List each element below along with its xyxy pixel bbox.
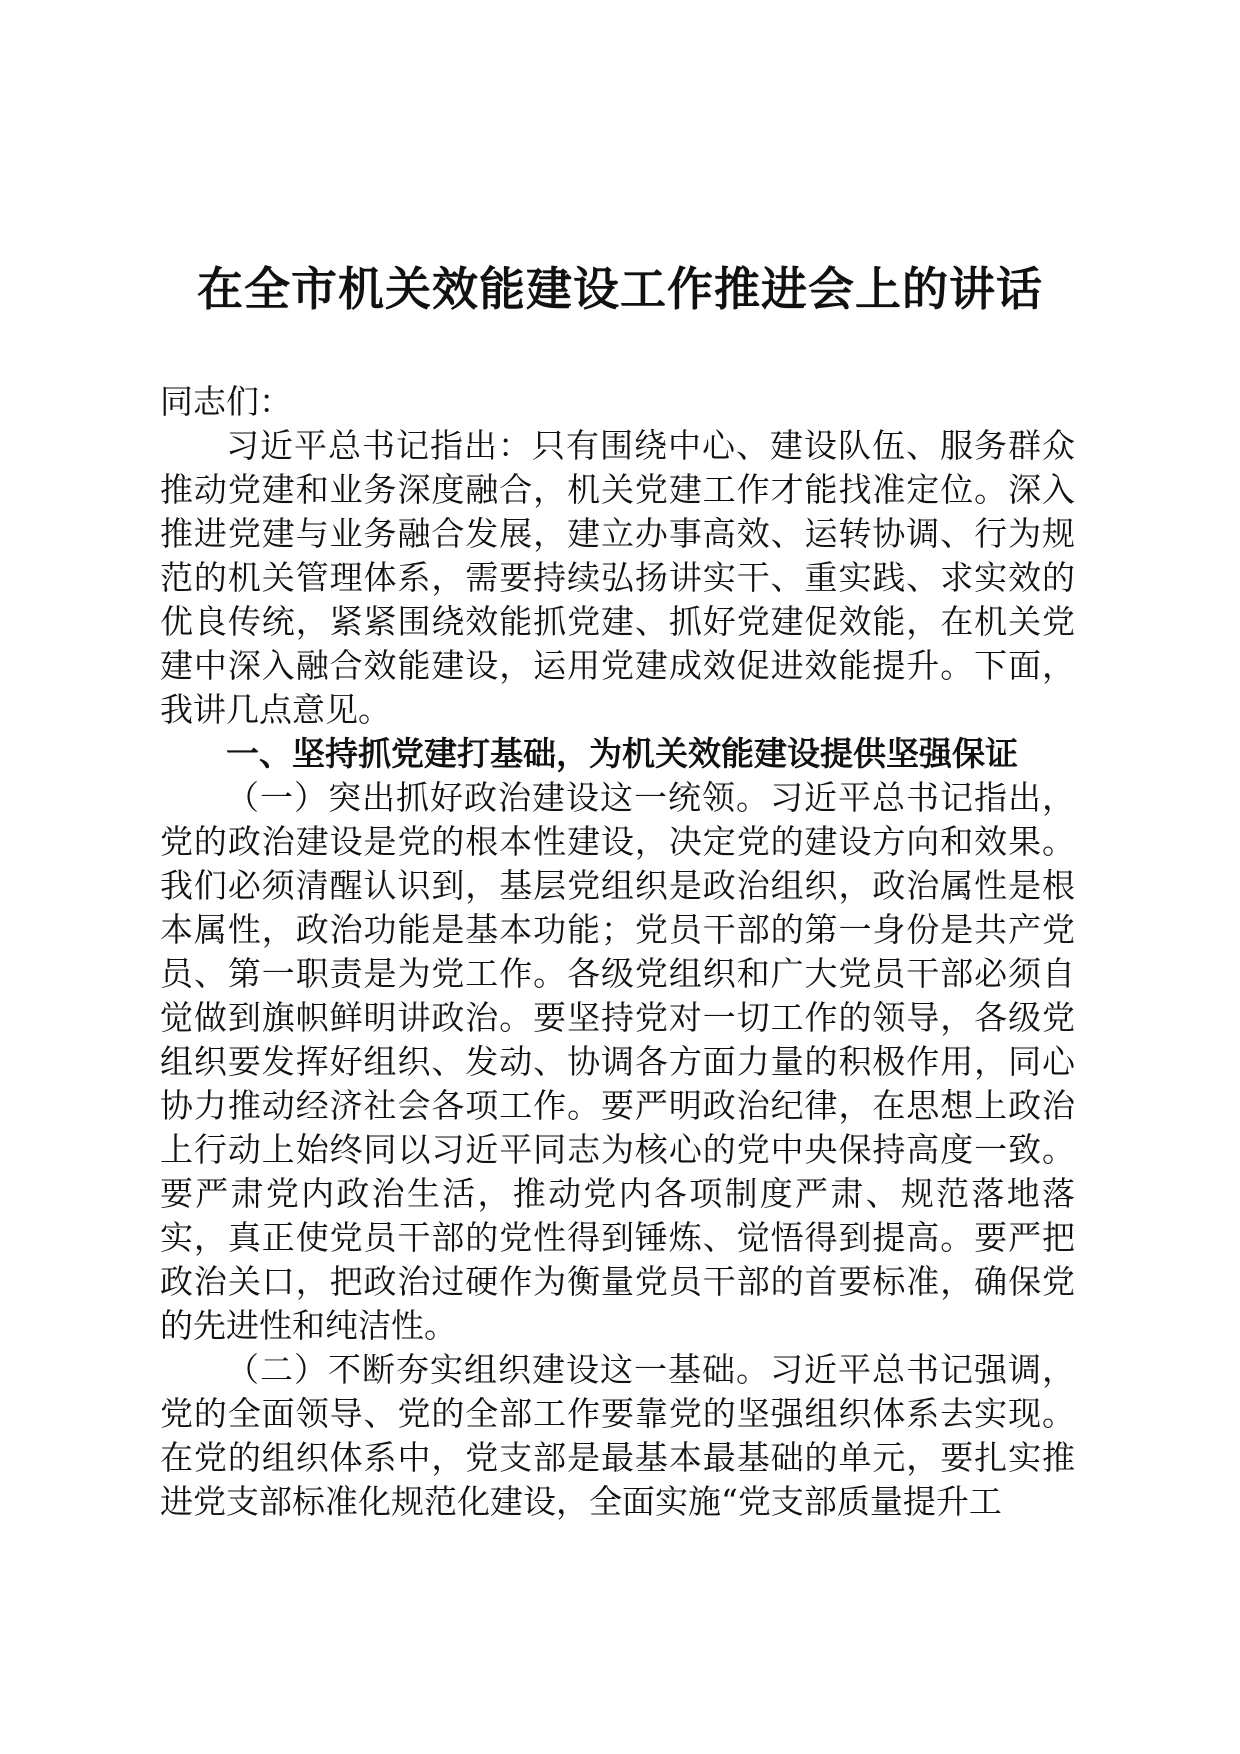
- document-title: 在全市机关效能建设工作推进会上的讲话: [197, 261, 1043, 316]
- subsection-2-paragraph: [160, 1348, 1075, 1524]
- subsection-text-2: 习近平总书记强调，党的全面领导、党的全部工作要靠党的坚强组织体系去实现。在党的组织体系中，党支部是最基本最基础的单元，要扎实推进党支部标准化规范化建设，全面实施“党支部质量提升工: [160, 1350, 1075, 1521]
- subsection-heading-1: （一）突出抓好政治建设这一统领。: [226, 778, 770, 817]
- section-heading-1: 一、坚持抓党建打基础，为机关效能建设提供坚强保证: [226, 734, 1018, 773]
- subsection-text-1: 习近平总书记指出，党的政治建设是党的根本性建设，决定党的建设方向和效果。我们必须清醒认识到，基层党组织是政治组织，政治属性是根本属性，政治功能是基本功能；党员干部的第一身份是共产党员、第一职责是为党工作。各级党组织和广大党员干部必须自觉做到旗帜鲜明讲政治。要坚持党对一切工作的领导，各级党组织要发挥好组织、发动、协调各方面力量的积极作用，同心协力推动经济社会各项工作。要严明政治纪律，在思想上政治上行动上始终同以习近平同志为核心的党中央保持高度一致。要严肃党内政治生活，推动党内各项制度严肃、规范落地落实，真正使党员干部的党性得到锤炼、觉悟得到提高。要严把政治关口，把政治过硬作为衡量党员干部的首要标准，确保党的先进性和纯洁性。: [160, 778, 1075, 1345]
- document-body: [160, 380, 1075, 1524]
- subsection-1-paragraph: [160, 776, 1075, 1348]
- subsection-heading-2: （二）不断夯实组织建设这一基础。: [226, 1350, 770, 1389]
- intro-paragraph: 习近平总书记指出：只有围绕中心、建设队伍、服务群众推动党建和业务深度融合，机关党建工作才能找准定位。深入推进党建与业务融合发展，建立办事高效、运转协调、行为规范的机关管理体系，需要持续弘扬讲实干、重实践、求实效的优良传统，紧紧围绕效能抓党建、抓好党建促效能，在机关党建中深入融合效能建设，运用党建成效促进效能提升。下面，我讲几点意见。: [160, 426, 1075, 729]
- greeting: 同志们：: [160, 382, 292, 421]
